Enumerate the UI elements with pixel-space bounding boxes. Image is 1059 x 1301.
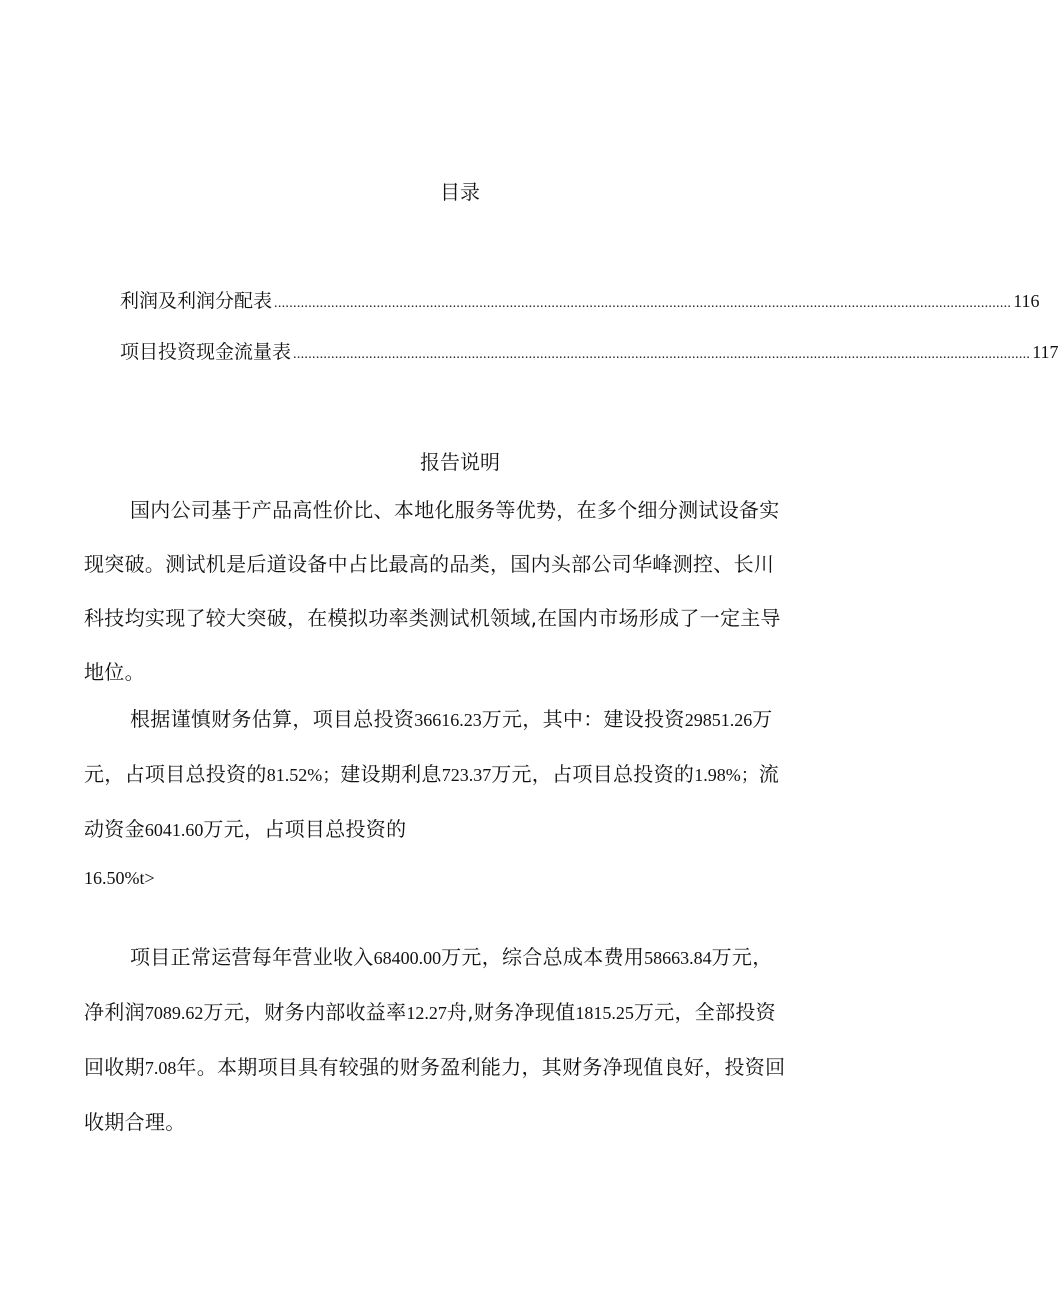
text-run: 舟,财务净现值 <box>446 1000 576 1024</box>
text-run: 万元，全部投资 <box>633 1000 776 1024</box>
toc-entry-label: 项目投资现金流量表 <box>120 341 292 363</box>
text-run: 建设期利息 <box>340 762 442 786</box>
toc-entry-label: 利润及利润分配表 <box>120 290 273 312</box>
construction-percent-value: 81.52%； <box>266 765 341 785</box>
text-run: 万元，综合总成本费用 <box>441 945 645 969</box>
paragraph-line <box>84 483 844 537</box>
toc-entry-page: 116 <box>1013 291 1040 311</box>
interest-value: 723.37 <box>441 765 492 785</box>
toc-entry[interactable] <box>120 286 1040 316</box>
text-run: 国内公司基于产品高性价比、本地化服务等优势，在多个细分测试设备实 <box>130 498 780 522</box>
text-run: 收期合理。 <box>84 1110 186 1134</box>
paragraph-line <box>84 645 844 699</box>
toc-entry-page: 117 <box>1032 342 1059 362</box>
paragraph-investment <box>84 692 844 857</box>
paragraph-intro <box>84 483 844 699</box>
net-profit-value: 7089.62 <box>144 1003 204 1023</box>
working-capital-value: 6041.60 <box>144 820 204 840</box>
text-run: 万元， <box>711 945 773 969</box>
text-run: 动资金 <box>84 817 145 841</box>
construction-investment-value: 29851.26 <box>684 710 753 730</box>
npv-value: 1815.25 <box>575 1003 634 1023</box>
text-run: 万元，其中：建设投资 <box>481 707 685 731</box>
text-run: 万 <box>752 707 773 731</box>
paragraph-line <box>84 930 844 985</box>
text-run: 流 <box>758 762 780 786</box>
section-title: 报告说明 <box>420 450 500 474</box>
text-run: 元，占项目总投资的 <box>84 762 267 786</box>
paragraph-line <box>84 985 844 1040</box>
paragraph-line <box>84 591 844 645</box>
paragraph-line <box>84 802 844 857</box>
total-investment-value: 36616.23 <box>414 710 482 730</box>
toc-leader-dots: .................................................................................................................................................................................................. <box>293 347 1031 362</box>
toc-leader-dots: .................................................................................................................................................................................................. <box>274 296 1012 311</box>
irr-value: 12.27 <box>406 1003 447 1023</box>
text-run: 万元，占项目总投资的 <box>203 817 407 841</box>
paragraph-line <box>84 692 844 747</box>
toc-entry[interactable] <box>120 337 1059 367</box>
paragraph-line <box>84 1040 844 1095</box>
text-run: 科技均实现了较大突破，在模拟功率类测试机领域,在国内市场形成了一定主导 <box>84 606 781 630</box>
paragraph-line <box>84 1095 844 1149</box>
total-cost-value: 58663.84 <box>644 948 712 968</box>
text-run: 净利润 <box>84 1000 145 1024</box>
payback-value: 7.08 <box>144 1058 177 1078</box>
working-capital-percent-value: 16.50%t> <box>84 868 155 888</box>
text-run: 现突破。测试机是后道设备中占比最高的品类，国内头部公司华峰测控、长川 <box>84 552 775 576</box>
text-run: 万元，占项目总投资的 <box>491 762 695 786</box>
text-run: 根据谨慎财务估算，项目总投资 <box>130 707 415 731</box>
text-run: 地位。 <box>84 660 145 684</box>
paragraph-financials <box>84 930 844 1149</box>
paragraph-line <box>84 747 844 802</box>
text-run: 回收期 <box>84 1055 145 1079</box>
toc-title: 目录 <box>440 180 480 204</box>
text-run: 万元，财务内部收益率 <box>203 1000 407 1024</box>
paragraph-line <box>84 537 844 591</box>
interest-percent-value: 1.98%； <box>694 765 759 785</box>
text-run: 项目正常运营每年营业收入 <box>130 945 374 969</box>
revenue-value: 68400.00 <box>373 948 442 968</box>
working-capital-percent <box>84 868 155 889</box>
text-run: 年。本期项目具有较强的财务盈利能力，其财务净现值良好，投资回 <box>176 1055 786 1079</box>
